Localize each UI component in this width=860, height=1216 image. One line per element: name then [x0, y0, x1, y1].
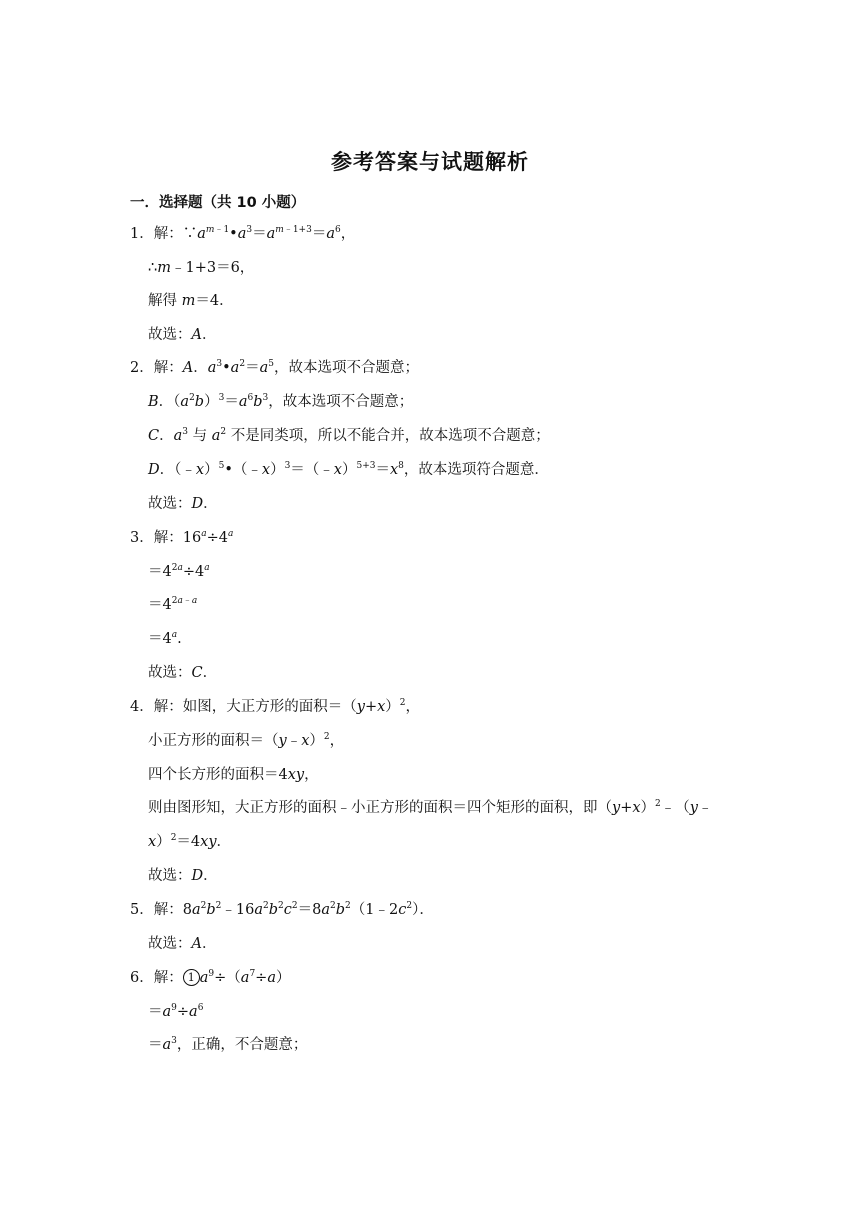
q4-line-1: 4．解：如图，大正方形的面积$=(y+x)^2$，	[130, 698, 421, 715]
q1-line-4: 故选：A．	[148, 327, 217, 343]
q4-line-3: 四个长方形的面积＝4xy，	[148, 767, 319, 783]
q3-line-3: $=4^{2a﹣a}$	[148, 596, 198, 613]
q3-line-4: $=4^a$.	[148, 630, 182, 647]
q5-line-1: 5．解：$8a^2b^2﹣16a^2b^2c^2=8a^2b^2(1﹣2c^2)$．	[130, 901, 434, 918]
q1-line-1: 1．解：$\because a^{m﹣1}•a^3=a^{m﹣1+3}=a^6$，	[130, 225, 356, 242]
q6-line-1: 6．解： 1 $a^9\div(a^7\div a)$	[130, 969, 291, 986]
q3-line-5: 故选：C．	[148, 665, 218, 681]
section-heading: 一．选择题（共 10 小题）	[130, 195, 306, 211]
q6-line-2: $=a^9\div a^6$	[148, 1003, 204, 1020]
q1-line-3: 解得 m＝4．	[148, 293, 234, 309]
q2-line-2: B．$(a^2b)^3=a^6b^3$，故本选项不合题意；	[148, 393, 414, 410]
q5-line-2: 故选：A．	[148, 936, 217, 952]
q2-line-1: 2．解：A．$a^3•a^2=a^5$，故本选项不合题意；	[130, 359, 419, 376]
circled-one-icon: 1	[183, 969, 200, 986]
q6-line-3: $=a^3$，正确，不合题意；	[148, 1036, 308, 1053]
q3-line-2: $=4^{2a}\div 4^a$	[148, 563, 210, 580]
q4-line-6: 故选：D．	[148, 868, 218, 884]
q4-line-4: 则由图形知，大正方形的面积﹣小正方形的面积＝四个矩形的面积，即$(y+x)^2﹣(y﹣$	[148, 799, 713, 816]
q3-line-1: 3．解：$16^a\div 4^a$	[130, 529, 234, 546]
q2-line-5: 故选：D．	[148, 496, 218, 512]
q2-line-4: D．$(﹣x)^5•(﹣x)^3=(﹣x)^{5+3}=x^8$，故本选项符合题意．	[148, 461, 549, 478]
q4-line-5: x）$^2$＝4xy．	[148, 833, 232, 850]
page-title: 参考答案与试题解析	[331, 150, 529, 174]
q4-line-2: 小正方形的面积＝（y﹣x）$^2$，	[148, 732, 345, 749]
q2-line-3: C．$a^3$ 与 $a^2$ 不是同类项，所以不能合并，故本选项不合题意；	[148, 427, 550, 444]
q1-line-2: ∴m﹣1+3＝6，	[148, 260, 255, 276]
